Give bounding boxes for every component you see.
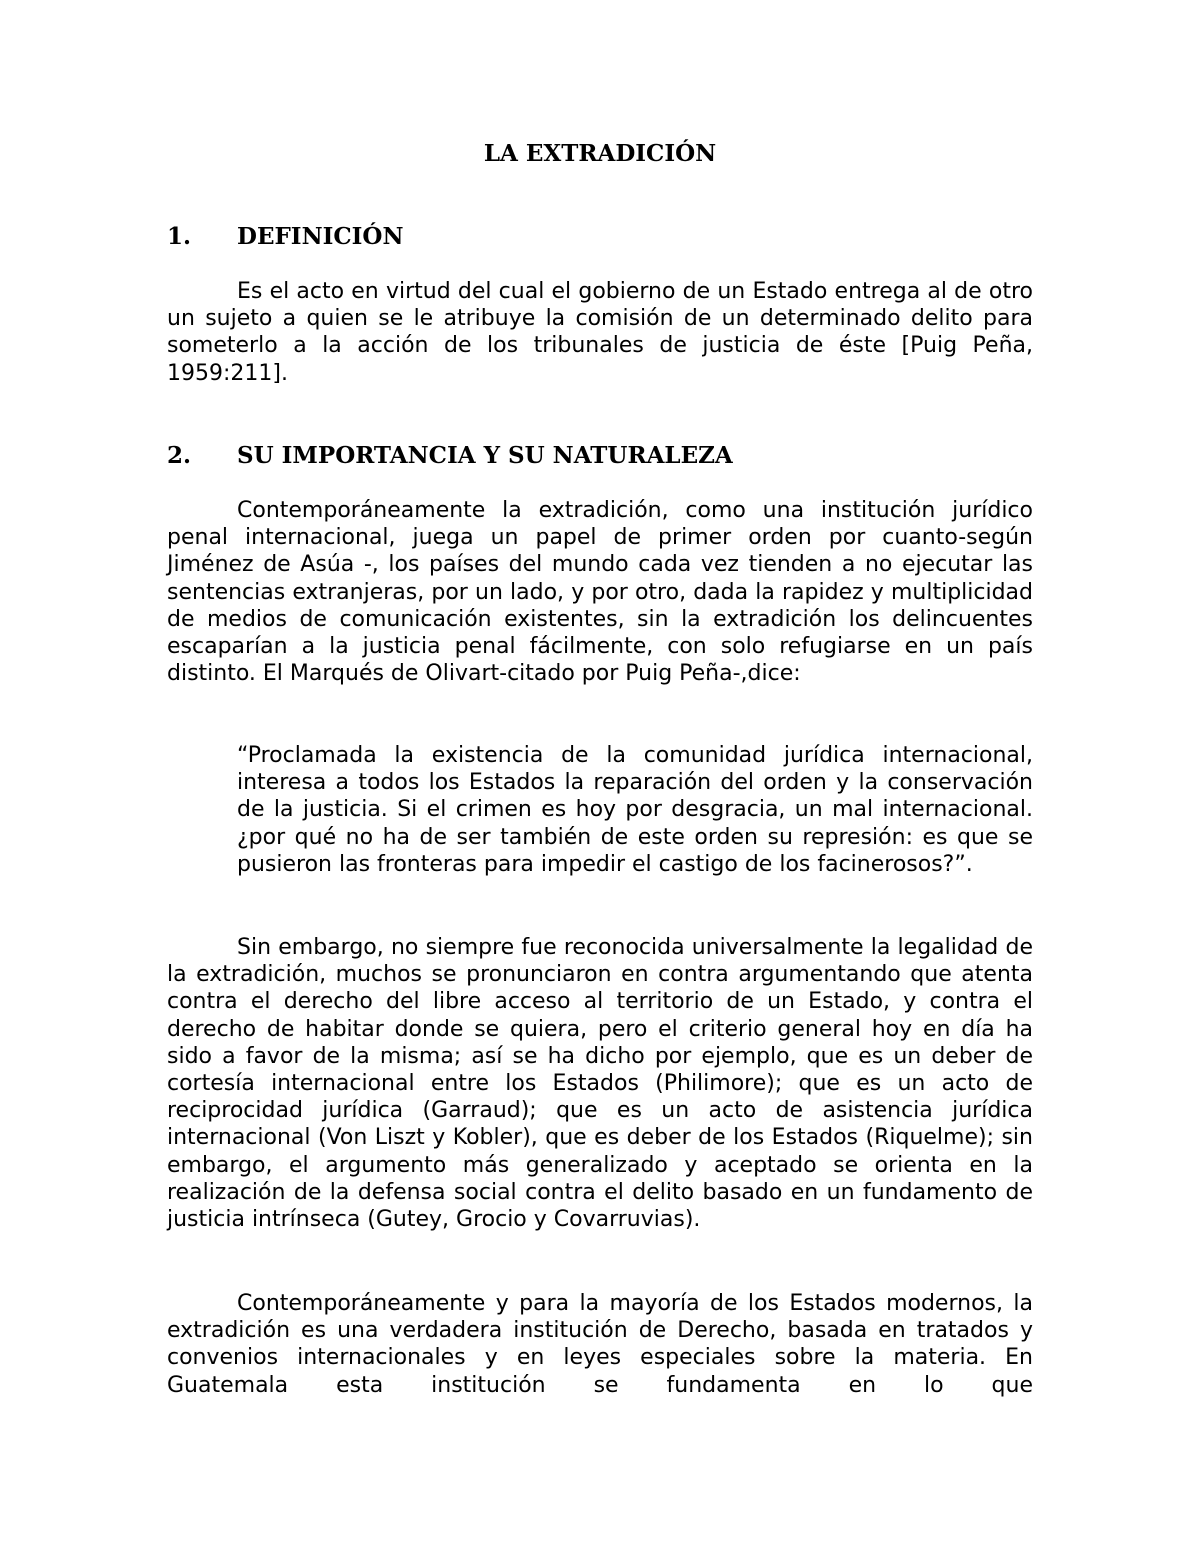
paragraph-definition: Es el acto en virtud del cual el gobierno de un Estado entrega al de otro un sujeto a quien se le atribuye la comisión de un determinado delito para someterlo a la acción de los tribunales de justicia de éste [Puig Peña, 1959:211].: [167, 279, 1033, 386]
paragraph-importance: Contemporáneamente la extradición, como una institución jurídico penal internacional, juega un papel de primer orden por cuanto-según Jiménez de Asúa -, los países del mundo cada vez tienden a no ejecutar las sentencias extranjeras, por un lado, y por otro, dada la rapidez y multiplicidad de medios de comunicación existentes, sin la extradición los delincuentes escaparían a la justicia penal fácilmente, con solo refugiarse en un país distinto. El Marqués de Olivart-citado por Puig Peña-,dice:: [167, 498, 1033, 687]
paragraph-legality: Sin embargo, no siempre fue reconocida universalmente la legalidad de la extradición, muchos se pronunciaron en contra argumentando que atenta contra el derecho del libre acceso al territorio de un Estado, y contra el derecho de habitar donde se quiera, pero el criterio general hoy en día ha sido a favor de la misma; así se ha dicho por ejemplo, que es un deber de cortesía internacional entre los Estados (Philimore); que es un acto de reciprocidad jurídica (Garraud); que es un acto de asistencia jurídica internacional (Von Liszt y Kobler), que es deber de los Estados (Riquelme); sin embargo, el argumento más generalizado y aceptado se orienta en la realización de la defensa social contra el delito basado en un fundamento de justicia intrínseca (Gutey, Grocio y Covarruvias).: [167, 935, 1033, 1233]
section-title: SU IMPORTANCIA Y SU NATURALEZA: [237, 442, 733, 469]
block-quote-olivart: “Proclamada la existencia de la comunidad jurídica internacional, interesa a todos los Estados la reparación del orden y la conservación de la justicia. Si el crimen es hoy por desgracia, un mal internacional. ¿por qué no ha de ser también de este orden su represión: es que se pusieron las fronteras para impedir el castigo de los facinerosos?”.: [237, 743, 1033, 877]
section-title: DEFINICIÓN: [237, 223, 404, 250]
section-heading-definicion: [167, 223, 403, 251]
section-number: 1.: [167, 223, 192, 250]
section-heading-importancia: [167, 442, 733, 470]
document-page: [167, 0, 1033, 1553]
paragraph-modern-states: Contemporáneamente y para la mayoría de los Estados modernos, la extradición es una verdadera institución de Derecho, basada en tratados y convenios internacionales y en leyes especiales sobre la materia. En Guatemala esta institución se fundamenta en lo que: [167, 1291, 1033, 1398]
section-number: 2.: [167, 442, 192, 469]
document-title: LA EXTRADICIÓN: [483, 140, 717, 167]
